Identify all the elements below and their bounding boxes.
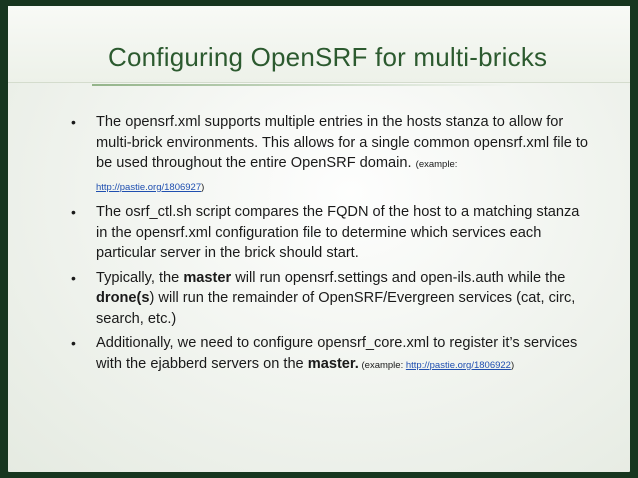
example-note-prefix: (example: xyxy=(415,159,458,170)
bullet-text: will run opensrf.settings and open-ils.auth while the xyxy=(231,269,566,286)
bold-master: master. xyxy=(307,355,359,372)
bullet-text: ) will run the remainder of OpenSRF/Evergreen services (cat, circ, search, etc.) xyxy=(96,290,576,327)
bullet-text: The opensrf.xml supports multiple entries in the hosts stanza to allow for multi-brick environments. This allows for a single common opensrf.xml file to be used throughout the entire OpenSRF domain. xyxy=(96,114,589,171)
bullet-marker: • xyxy=(71,335,76,351)
bullet-item-hosts-stanza xyxy=(62,112,592,198)
bullet-marker: • xyxy=(71,204,76,220)
slide-title: Configuring OpenSRF for multi-bricks xyxy=(108,42,548,72)
bold-drones: drone(s xyxy=(96,290,150,306)
bullet-item-opensrf-core xyxy=(62,333,592,376)
bullet-item-master-drones xyxy=(62,268,592,330)
example-note-suffix: ) xyxy=(510,359,515,371)
example-note-prefix: (example: xyxy=(358,359,406,371)
bullet-list xyxy=(62,112,592,380)
bullet-marker: • xyxy=(71,269,76,286)
example-link[interactable]: http://pastie.org/1806922 xyxy=(405,359,511,371)
example-note-suffix: ) xyxy=(201,181,205,193)
bullet-marker: • xyxy=(71,114,76,130)
bullet-text: Typically, the xyxy=(96,269,184,286)
example-link[interactable]: http://pastie.org/1806927 xyxy=(96,181,202,193)
bold-master: master xyxy=(183,269,232,286)
bullet-text: Additionally, we need to configure opensrf_core.xml to register it’s services with the ejabberd servers on the xyxy=(96,335,578,372)
bullet-text: The osrf_ctl.sh script compares the FQDN of the host to a matching stanza in the opensrf.xml configuration file to determine which services each particular server in the brick should start. xyxy=(96,204,580,261)
bullet-item-osrf-ctl xyxy=(62,202,592,264)
title-divider xyxy=(92,84,512,86)
